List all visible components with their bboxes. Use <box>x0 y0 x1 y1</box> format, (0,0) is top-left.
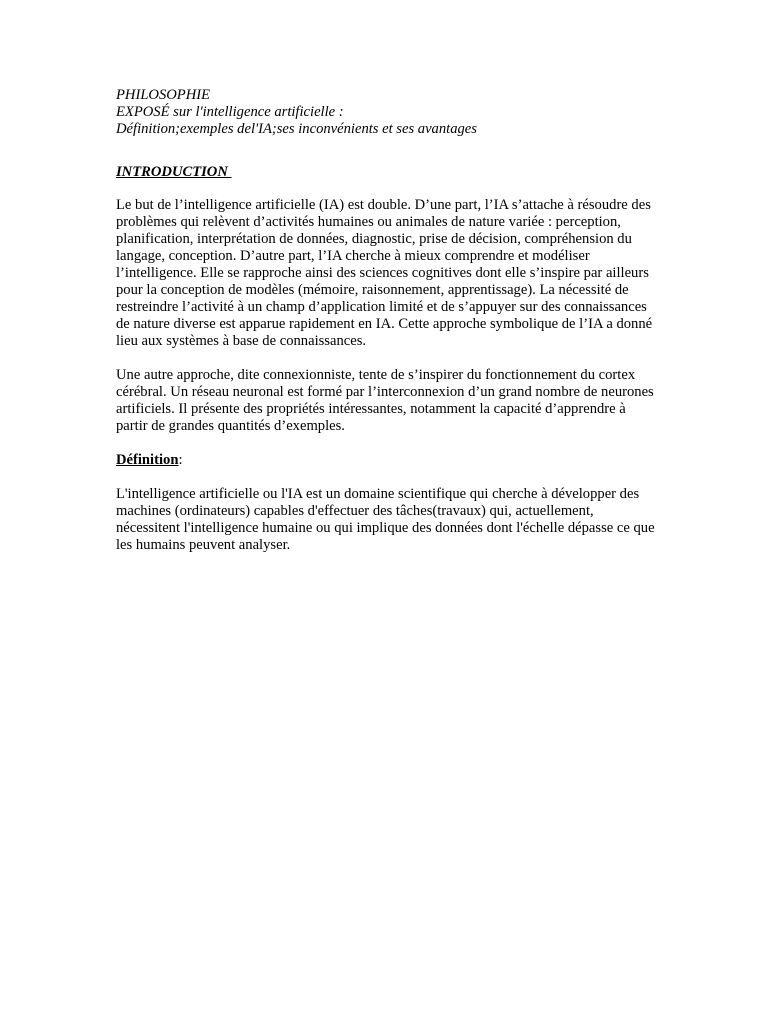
document-header <box>116 87 656 138</box>
introduction-paragraph-2: Une autre approche, dite connexionniste, tente de s’inspirer du fonctionnement du cortex cérébral. Un réseau neuronal est formé par l’interconnexion d’un grand nombre de neurones artificiels. Il présente des propriétés intéressantes, notamment la capacité d’apprendre à partir de grandes quantités d’exemples. <box>116 367 654 434</box>
definition-heading-colon: : <box>178 452 183 468</box>
document-page <box>116 87 656 554</box>
introduction-heading: INTRODUCTION <box>116 164 232 180</box>
definition-heading <box>116 452 656 469</box>
definition-heading-label: Définition <box>116 452 179 468</box>
expose-title: EXPOSÉ sur l'intelligence artificielle : <box>116 104 344 120</box>
subject-label: PHILOSOPHIE <box>116 87 211 103</box>
introduction-paragraph-1: Le but de l’intelligence artificielle (IA) est double. D’une part, l’IA s’attache à résoudre des problèmes qui relèvent d’activités humaines ou animales de nature variée : perception, planification, interprétation de données, diagnostic, prise de décision, compréhension du langage, conception. D’autre part, l’IA cherche à mieux comprendre et modéliser l’intelligence. Elle se rapproche ainsi des sciences cognitives dont elle s’inspire par ailleurs pour la conception de modèles (mémoire, raisonnement, apprentissage). La nécessité de restreindre l’activité à un champ d’application limité et de s’appuyer sur des connaissances de nature diverse est apparue rapidement en IA. Cette approche symbolique de l’IA a donné lieu aux systèmes à base de connaissances. <box>116 197 653 349</box>
expose-subtitle: Définition;exemples del'IA;ses inconvénients et ses avantages <box>116 121 477 137</box>
definition-paragraph: L'intelligence artificielle ou l'IA est un domaine scientifique qui cherche à développer des machines (ordinateurs) capables d'effectuer des tâches(travaux) qui, actuellement, nécessitent l'intelligence humaine ou qui implique des données dont l'échelle dépasse ce que les humains peuvent analyser. <box>116 486 655 553</box>
